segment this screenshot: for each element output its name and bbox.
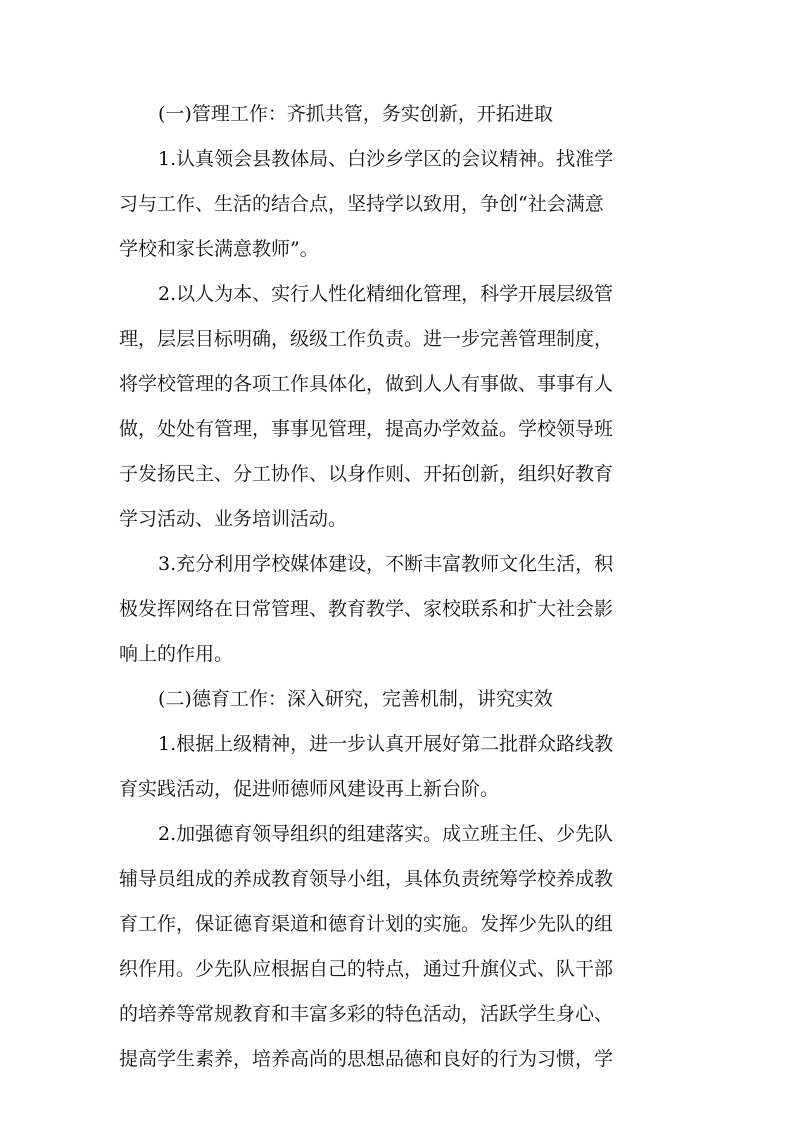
paragraph-line: 提高学生素养，培养高尚的思想品德和良好的行为习惯，学 xyxy=(119,1048,614,1070)
paragraph-line: 辅导员组成的养成教育领导小组，具体负责统筹学校养成教 xyxy=(119,868,614,890)
paragraph-line: 做，处处有管理，事事见管理，提高办学效益。学校领导班 xyxy=(119,418,614,440)
paragraph-line: 育工作，保证德育渠道和德育计划的实施。发挥少先队的组 xyxy=(119,913,614,935)
paragraph-line: 将学校管理的各项工作具体化，做到人人有事做、事事有人 xyxy=(119,373,614,395)
paragraph-line: 理，层层目标明确，级级工作负责。进一步完善管理制度， xyxy=(119,328,614,350)
paragraph-line: 学校和家长满意教师”。 xyxy=(119,238,319,260)
paragraph-line: 2.以人为本、实行人性化精细化管理，科学开展层级管 xyxy=(158,283,614,305)
section-heading-moral-education: (二)德育工作：深入研究，完善机制，讲究实效 xyxy=(158,688,553,710)
paragraph-line: 1.认真领会县教体局、白沙乡学区的会议精神。找准学 xyxy=(158,148,614,170)
paragraph-line: 育实践活动，促进师德师风建设再上新台阶。 xyxy=(119,778,500,800)
paragraph-line: 极发挥网络在日常管理、教育教学、家校联系和扩大社会影 xyxy=(119,598,614,620)
paragraph-line: 2.加强德育领导组织的组建落实。成立班主任、少先队 xyxy=(158,823,614,845)
paragraph-line: 响上的作用。 xyxy=(119,643,234,665)
paragraph-line: 子发扬民主、分工协作、以身作则、开拓创新，组织好教育 xyxy=(119,463,614,485)
paragraph-line: 习与工作、生活的结合点，坚持学以致用，争创“社会满意 xyxy=(119,193,604,215)
section-heading-management: (一)管理工作：齐抓共管，务实创新，开拓进取 xyxy=(158,103,553,125)
paragraph-line: 的培养等常规教育和丰富多彩的特色活动，活跃学生身心、 xyxy=(119,1003,614,1025)
paragraph-line: 织作用。少先队应根据自己的特点，通过升旗仪式、队干部 xyxy=(119,958,614,980)
paragraph-line: 3.充分利用学校媒体建设，不断丰富教师文化生活，积 xyxy=(158,553,614,575)
paragraph-line: 1.根据上级精神，进一步认真开展好第二批群众路线教 xyxy=(158,733,614,755)
paragraph-line: 学习活动、业务培训活动。 xyxy=(119,508,348,530)
